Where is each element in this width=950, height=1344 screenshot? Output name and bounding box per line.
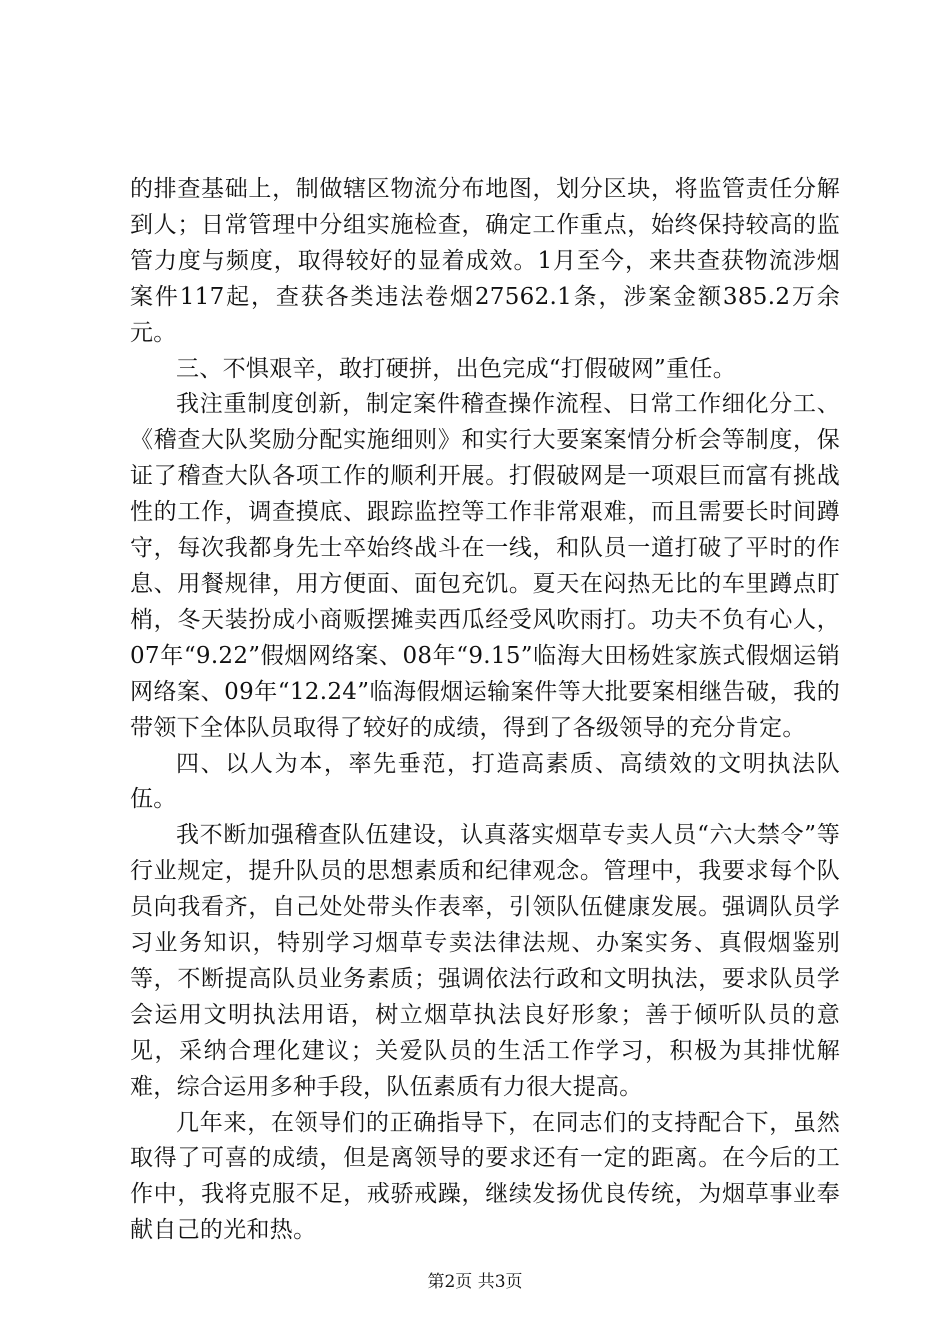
section-heading-4: 四、以人为本，率先垂范，打造高素质、高绩效的文明执法队伍。 bbox=[130, 750, 840, 813]
paragraph-continuation: 的排查基础上，制做辖区物流分布地图，划分区块，将监管责任分解到人；日常管理中分组实施检查，确定工作重点，始终保持较高的监管力度与频度，取得较好的显着成效。1月至今，来共查获物流涉烟案件117起，查获各类违法卷烟27562.1条，涉案金额385.2万余元。 bbox=[130, 176, 840, 346]
page-number-footer: 第2页 共3页 bbox=[427, 1272, 523, 1292]
section-heading-3: 三、不惧艰辛，敢打硬拼，出色完成“打假破网”重任。 bbox=[176, 355, 737, 382]
paragraph-conclusion: 几年来，在领导们的正确指导下，在同志们的支持配合下，虽然取得了可喜的成绩，但是离领导的要求还有一定的距离。在今后的工作中，我将克服不足，戒骄戒躁，继续发扬优良传统，为烟草事业奉献自己的光和热。 bbox=[130, 1109, 840, 1244]
paragraph-section-3: 我注重制度创新，制定案件稽查操作流程、日常工作细化分工、《稽查大队奖励分配实施细则》和实行大要案案情分析会等制度，保证了稽查大队各项工作的顺利开展。打假破网是一项艰巨而富有挑战性的工作，调查摸底、跟踪监控等工作非常艰难，而且需要长时间蹲守，每次我都身先士卒始终战斗在一线，和队员一道打破了平时的作息、用餐规律，用方便面、面包充饥。夏天在闷热无比的车里蹲点盯梢，冬天装扮成小商贩摆摊卖西瓜经受风吹雨打。功夫不负有心人，07年“9.22”假烟网络案、08年“9.15”临海大田杨姓家族式假烟运销网络案、09年“12.24”临海假烟运输案件等大批要案相继告破，我的带领下全体队员取得了较好的成绩，得到了各级领导的充分肯定。 bbox=[130, 391, 840, 741]
paragraph-section-4: 我不断加强稽查队伍建设，认真落实烟草专卖人员“六大禁令”等行业规定，提升队员的思想素质和纪律观念。管理中，我要求每个队员向我看齐，自己处处带头作表率，引领队伍健康发展。强调队员学习业务知识，特别学习烟草专卖法律法规、办案实务、真假烟鉴别等，不断提高队员业务素质；强调依法行政和文明执法，要求队员学会运用文明执法用语，树立烟草执法良好形象；善于倾听队员的意见，采纳合理化建议；关爱队员的生活工作学习，积极为其排忧解难，综合运用多种手段，队伍素质有力很大提高。 bbox=[130, 822, 840, 1100]
document-body bbox=[130, 172, 840, 1249]
